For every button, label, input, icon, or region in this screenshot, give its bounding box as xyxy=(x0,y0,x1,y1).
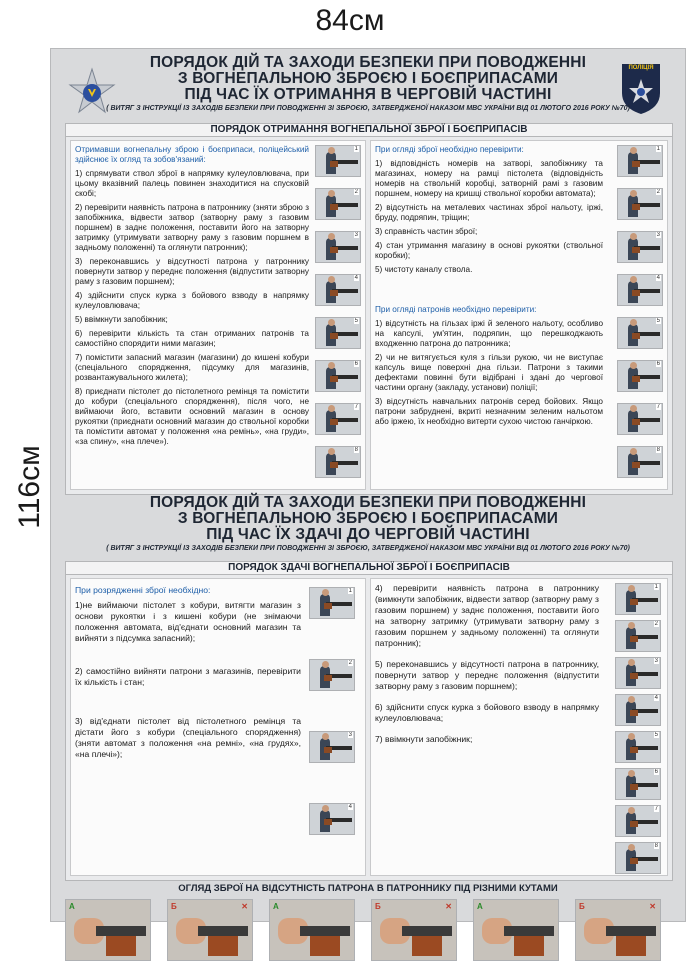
photo-number: 7 xyxy=(354,404,358,410)
surrender-right-panel xyxy=(370,578,668,876)
list-item: 4) здійснити спуск курка з бойового взводу в напрямку кулеуловлювача; xyxy=(75,291,309,310)
photo-number: 3 xyxy=(348,732,352,738)
list-item: 8) приєднати пістолет до пістолетного ремінця та помістити до кобури (спеціального спорядження), після чого, не виймаючи його, вставити основний магазин в основу рукоятки (приєднати основний магазин до ствольної коробки та помістити автомат у положення «на ремінь», «на груди», «за спину», «на плече»). xyxy=(75,387,309,446)
width-dimension-label: 84см xyxy=(315,4,385,37)
step-photo xyxy=(315,446,361,478)
photo-number: 2 xyxy=(348,660,352,666)
officer-head xyxy=(630,190,637,197)
weapon-stock xyxy=(630,636,638,642)
top-header-line2: З ВОГНЕПАЛЬНОЮ ЗБРОЄЮ І БОЄПРИПАСАМИ xyxy=(177,70,559,87)
photo-number: 1 xyxy=(354,146,358,152)
photo-number: 1 xyxy=(656,146,660,152)
weapon-stock xyxy=(324,747,332,753)
officer-head xyxy=(322,805,329,812)
step-photo xyxy=(315,274,361,306)
receiving-left-intro: Отримавши вогнепальну зброю і боєприпаси, поліцейський здійснює їх огляд та зобов'язаний: xyxy=(75,145,309,164)
angle-check-photo xyxy=(167,899,253,961)
officer-head xyxy=(628,622,635,629)
angle-label: Б xyxy=(171,902,177,911)
officer-head xyxy=(630,362,637,369)
weapon-receiver xyxy=(198,926,248,936)
angle-label: Б xyxy=(579,902,585,911)
height-dimension-label: 116см xyxy=(13,445,46,529)
step-photo xyxy=(615,657,661,689)
photo-number: 5 xyxy=(654,732,658,738)
weapon-stock xyxy=(330,247,338,253)
step-photo xyxy=(617,231,663,263)
receiving-right-text xyxy=(375,145,603,431)
list-item: 2) самостійно вийняти патрони з магазинів, перевірити їх кількість і стан; xyxy=(75,666,301,687)
photo-number: 2 xyxy=(654,621,658,627)
list-item: 5) переконавшись у відсутності патрона в патроннику, повернути затвор у переднє положення (відпустити затворну раму з газовим поршнем); xyxy=(375,659,599,691)
bottom-header xyxy=(51,495,685,552)
weapon-stock xyxy=(632,419,640,425)
angle-label: А xyxy=(273,902,279,911)
step-photo xyxy=(315,231,361,263)
weapon-stock xyxy=(330,161,338,167)
officer-head xyxy=(322,733,329,740)
list-item: 1)не виймаючи пістолет з кобури, витягти магазин з основи рукоятки і з кишені кобури (не знімаючи положення автомата, від'єднати основний магазин та вийняти з підсумка запасний); xyxy=(75,600,301,643)
top-header-line1: ПОРЯДОК ДІЙ ТА ЗАХОДИ БЕЗПЕКИ ПРИ ПОВОДЖЕННІ xyxy=(149,54,587,71)
cartridge-check-intro: При огляді патронів необхідно перевірити: xyxy=(375,305,537,314)
officer-head xyxy=(628,696,635,703)
weapon-stock xyxy=(630,599,638,605)
surrender-left-panel xyxy=(70,578,366,876)
unloading-intro: При розрядженні зброї необхідно: xyxy=(75,585,211,595)
weapon-stock xyxy=(630,784,638,790)
photo-number: 8 xyxy=(656,447,660,453)
list-item: 6) перевірити кількість та стан отриманих патронів та самостійно спорядити ними магазин; xyxy=(75,329,309,348)
step-photo xyxy=(309,731,355,763)
officer-head xyxy=(322,661,329,668)
officer-head xyxy=(328,276,335,283)
list-item: 3) від'єднати пістолет від пістолетного ремінця та дістати його з кобури (спеціального спорядження) (зняти автомат з положення «на ремні», «на грудях», «на плечі»); xyxy=(75,716,301,759)
photo-number: 3 xyxy=(656,232,660,238)
photo-number: 7 xyxy=(654,806,658,812)
weapon-stock xyxy=(412,936,442,956)
list-item: 3) переконавшись у відсутності патрона у патроннику повернути затвор у переднє положення (відпустити затворну раму з газовим поршнем); xyxy=(75,257,309,286)
top-header-line3: ПІД ЧАС ЇХ ОТРИМАННЯ В ЧЕРГОВІЙ ЧАСТИНІ xyxy=(184,86,552,103)
step-photo xyxy=(309,659,355,691)
step-photo xyxy=(615,768,661,800)
weapon-stock xyxy=(310,936,340,956)
step-photo xyxy=(309,587,355,619)
step-photo xyxy=(315,317,361,349)
list-item: 6) здійснити спуск курка з бойового взводу в напрямку кулеуловлювача; xyxy=(375,702,599,723)
photo-number: 2 xyxy=(354,189,358,195)
weapon-stock xyxy=(330,290,338,296)
angle-label: А xyxy=(69,902,75,911)
step-photo xyxy=(615,842,661,874)
officer-head xyxy=(328,362,335,369)
list-item: 5) ввімкнути запобіжник; xyxy=(75,315,168,324)
bottom-strip-title: ОГЛЯД ЗБРОЇ НА ВІДСУТНІСТЬ ПАТРОНА В ПАТРОННИКУ ПІД РІЗНИМИ КУТАМИ xyxy=(178,883,558,894)
step-photo xyxy=(315,403,361,435)
list-item: 4) стан утримання магазину в основі рукоятки (ствольної коробки); xyxy=(375,241,603,260)
step-photo xyxy=(315,188,361,220)
weapon-receiver xyxy=(300,926,350,936)
photo-number: 3 xyxy=(654,658,658,664)
angle-check-photo xyxy=(371,899,457,961)
weapon-stock xyxy=(632,161,640,167)
step-photo xyxy=(615,731,661,763)
weapon-stock xyxy=(330,333,338,339)
officer-head xyxy=(328,233,335,240)
photo-number: 7 xyxy=(656,404,660,410)
angle-label: Б xyxy=(375,902,381,911)
officer-head xyxy=(328,319,335,326)
weapon-stock xyxy=(324,603,332,609)
step-photo xyxy=(617,403,663,435)
weapon-stock xyxy=(630,710,638,716)
step-photo xyxy=(615,583,661,615)
angle-check-photo xyxy=(269,899,355,961)
section-surrender-title: ПОРЯДОК ЗДАЧІ ВОГНЕПАЛЬНОЇ ЗБРОЇ І БОЄПРИПАСІВ xyxy=(66,562,672,575)
list-item: 4) перевірити наявність патрона в патроннику (вимкнути запобіжник, відвести затвор (затворну раму з газовим поршнем) у заднє положення, поставити його на затворну затримку (утримувати затворну раму з газовим поршнем у задньому положенні) та оглянути патронник); xyxy=(375,583,599,648)
officer-head xyxy=(630,319,637,326)
step-photo xyxy=(615,805,661,837)
photo-number: 6 xyxy=(656,361,660,367)
step-photo xyxy=(617,317,663,349)
weapon-stock xyxy=(330,204,338,210)
step-photo xyxy=(309,803,355,835)
list-item: 3) справність частин зброї; xyxy=(375,227,478,236)
cross-mark-icon: ✕ xyxy=(649,902,656,911)
bottom-header-line1: ПОРЯДОК ДІЙ ТА ЗАХОДИ БЕЗПЕКИ ПРИ ПОВОДЖЕННІ xyxy=(149,494,587,511)
section-receiving xyxy=(65,123,673,495)
bottom-header-line3: ПІД ЧАС ЇХ ЗДАЧІ ДО ЧЕРГОВІЙ ЧАСТИНІ xyxy=(206,526,530,543)
cross-mark-icon: ✕ xyxy=(241,902,248,911)
officer-head xyxy=(628,585,635,592)
receiving-left-panel xyxy=(70,140,366,490)
photo-number: 4 xyxy=(654,695,658,701)
weapon-receiver xyxy=(606,926,656,936)
officer-head xyxy=(630,276,637,283)
list-item: 3) відсутність навчальних патронів серед бойових. Якщо патрони забруднені, вкриті незначним зеленим нальотом або іржею, їх необхідно витерти сухою чистою ганчіркою. xyxy=(375,397,603,426)
photo-number: 5 xyxy=(656,318,660,324)
list-item: 1) відсутність на гільзах іржі й зеленого нальоту, особливо на капсулі, ум'ятин, подряпин, що перешкоджають входженню патрона до патронника; xyxy=(375,319,603,348)
step-photo xyxy=(615,620,661,652)
weapon-stock xyxy=(324,675,332,681)
step-photo xyxy=(617,446,663,478)
weapon-stock xyxy=(106,936,136,956)
weapon-stock xyxy=(632,204,640,210)
police-badge-text: ПОЛІЦІЯ xyxy=(628,65,654,71)
weapon-stock xyxy=(208,936,238,956)
weapon-stock xyxy=(632,247,640,253)
list-item: 1) спрямувати ствол зброї в напрямку кулеуловлювача, при цьому вказівний палець повинен знаходитися на спусковій скобі; xyxy=(75,169,309,198)
weapon-stock xyxy=(630,747,638,753)
weapon-stock xyxy=(616,936,646,956)
angle-check-photo xyxy=(575,899,661,961)
list-item: 7) ввімкнути запобіжник; xyxy=(375,734,473,744)
photo-number: 4 xyxy=(348,804,352,810)
step-photo xyxy=(617,188,663,220)
officer-head xyxy=(630,448,637,455)
photo-number: 6 xyxy=(654,769,658,775)
photo-number: 8 xyxy=(354,447,358,453)
weapon-stock xyxy=(630,673,638,679)
step-photo xyxy=(615,694,661,726)
list-item: 7) помістити запасний магазин (магазини) до кишені кобури (спеціального спорядження, підсумку для магазинів, розвантажувального жилета); xyxy=(75,353,309,382)
step-photo xyxy=(617,145,663,177)
weapon-receiver xyxy=(504,926,554,936)
step-photo xyxy=(315,360,361,392)
weapon-stock xyxy=(630,821,638,827)
angle-label: А xyxy=(477,902,483,911)
officer-head xyxy=(628,807,635,814)
weapon-stock xyxy=(330,419,338,425)
section-surrender xyxy=(65,561,673,881)
photo-number: 1 xyxy=(654,584,658,590)
list-item: 2) перевірити наявність патрона в патроннику (зняти зброю з запобіжника, відвести затвор (затворну раму з газовим поршнем) в заднє положення, поставити його на затворну затримку (утримувати затворну раму з газовим поршнем в задньому положенні) та оглянути патронник); xyxy=(75,203,309,252)
bottom-header-line2: З ВОГНЕПАЛЬНОЮ ЗБРОЄЮ І БОЄПРИПАСАМИ xyxy=(177,510,559,527)
cross-mark-icon: ✕ xyxy=(445,902,452,911)
weapon-stock xyxy=(330,462,338,468)
photo-number: 2 xyxy=(656,189,660,195)
section-receiving-title: ПОРЯДОК ОТРИМАННЯ ВОГНЕПАЛЬНОЇ ЗБРОЇ І БОЄПРИПАСІВ xyxy=(66,124,672,137)
officer-head xyxy=(322,589,329,596)
poster xyxy=(50,48,686,922)
officer-head xyxy=(628,770,635,777)
angle-check-photo xyxy=(473,899,559,961)
officer-head xyxy=(328,405,335,412)
weapon-stock xyxy=(632,333,640,339)
photo-number: 6 xyxy=(354,361,358,367)
list-item: 2) відсутність на металевих частинах зброї нальоту, іржі, бруду, подряпин, тріщин; xyxy=(375,203,603,222)
surrender-right-text xyxy=(375,583,599,749)
officer-head xyxy=(328,147,335,154)
step-photo xyxy=(617,360,663,392)
angle-check-photo xyxy=(65,899,151,961)
officer-head xyxy=(630,147,637,154)
photo-number: 3 xyxy=(354,232,358,238)
weapon-stock xyxy=(632,376,640,382)
weapon-stock xyxy=(632,462,640,468)
photo-number: 8 xyxy=(654,843,658,849)
surrender-left-text xyxy=(75,585,301,764)
step-photo xyxy=(315,145,361,177)
officer-head xyxy=(630,233,637,240)
officer-head xyxy=(628,659,635,666)
officer-head xyxy=(328,448,335,455)
weapon-stock xyxy=(632,290,640,296)
top-header-subtitle: ( ВИТЯГ З ІНСТРУКЦІЇ ІЗ ЗАХОДІВ БЕЗПЕКИ ПРИ ПОВОДЖЕННІ ЗІ ЗБРОЄЮ, ЗАТВЕРДЖЕНОЇ НАКАЗОМ МВС УКРАЇНИ ВІД 01 ЛЮТОГО 2016 РОКУ №70) xyxy=(106,105,630,112)
photo-number: 5 xyxy=(354,318,358,324)
weapon-stock xyxy=(514,936,544,956)
photo-number: 4 xyxy=(656,275,660,281)
officer-head xyxy=(328,190,335,197)
weapon-receiver xyxy=(402,926,452,936)
photo-number: 4 xyxy=(354,275,358,281)
list-item: 1) відповідність номерів на затворі, запобіжнику та магазинах, номеру на рамці пістолета (відповідність номерів на ствольній коробці, затворній рамі з газовим поршнем, номеру на кришці ствольної коробки автомата); xyxy=(375,159,603,198)
list-item: 5) чистоту каналу ствола. xyxy=(375,265,473,274)
officer-head xyxy=(628,844,635,851)
photo-number: 1 xyxy=(348,588,352,594)
receiving-left-text xyxy=(75,145,309,451)
receiving-right-panel xyxy=(370,140,668,490)
step-photo xyxy=(617,274,663,306)
list-item: 2) чи не витягується куля з гільзи рукою, чи не виступає капсуль вище поверхні дна гільзи. Патрони з такими дефектами повинні бути відібрані і здані до чергової частини органу (закладу, установи) поліції; xyxy=(375,353,603,392)
weapon-receiver xyxy=(96,926,146,936)
officer-head xyxy=(628,733,635,740)
weapon-stock xyxy=(630,858,638,864)
officer-head xyxy=(630,405,637,412)
bottom-header-subtitle: ( ВИТЯГ З ІНСТРУКЦІЇ ІЗ ЗАХОДІВ БЕЗПЕКИ ПРИ ПОВОДЖЕННІ ЗІ ЗБРОЄЮ, ЗАТВЕРДЖЕНОЇ НАКАЗОМ МВС УКРАЇНИ ВІД 01 ЛЮТОГО 2016 РОКУ №70) xyxy=(106,545,630,552)
weapon-stock xyxy=(324,819,332,825)
weapon-check-intro: При огляді зброї необхідно перевірити: xyxy=(375,145,524,154)
weapon-stock xyxy=(330,376,338,382)
top-header xyxy=(51,55,685,112)
